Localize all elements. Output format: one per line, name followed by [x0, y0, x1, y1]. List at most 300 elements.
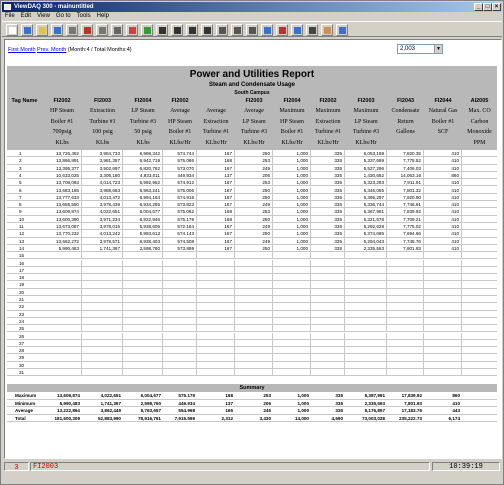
table-row[interactable] — [7, 311, 497, 318]
table-cell: 6,992,952 — [123, 179, 163, 186]
table-cell — [311, 289, 345, 296]
row-number: 6 — [19, 187, 22, 193]
table-cell — [163, 354, 197, 361]
row-number: 13 — [19, 238, 25, 244]
arrow-left-button[interactable] — [186, 24, 198, 36]
table-cell — [345, 369, 387, 376]
table-cell: 3,984,733 — [82, 150, 123, 157]
table-cell — [273, 296, 311, 303]
column-header-line: 700psig — [52, 129, 72, 135]
column-header — [82, 106, 123, 150]
column-header — [163, 106, 197, 150]
menu-edit[interactable]: Edit — [20, 13, 32, 19]
table-cell — [197, 303, 235, 310]
table-cell: 250 — [235, 150, 273, 157]
copy-button[interactable] — [231, 24, 243, 36]
menu-help[interactable]: Help — [96, 13, 109, 19]
table-cell — [197, 362, 235, 369]
table-cell — [42, 369, 82, 376]
table-cell — [424, 267, 462, 274]
summary-cell: 554.968 — [178, 408, 195, 413]
summary-cell: 335 — [335, 408, 343, 413]
column-header — [424, 106, 462, 150]
table-cell: 3,981,357 — [82, 157, 123, 164]
column-header-line: Average — [244, 108, 264, 114]
table-cell — [273, 311, 311, 318]
table-cell — [311, 362, 345, 369]
app-icon — [4, 4, 11, 10]
table-cell: 410 — [424, 223, 462, 230]
table-cell: 168 — [197, 216, 235, 223]
table-row[interactable] — [7, 260, 497, 267]
arrow-left-button[interactable] — [156, 24, 168, 36]
title-bar — [2, 2, 502, 12]
menu-bar — [2, 12, 502, 21]
menu-goto[interactable]: Go to — [55, 13, 71, 19]
table-cell: 13,708,093 — [42, 179, 82, 186]
column-header-line: Turbine #3 — [352, 129, 380, 135]
table-cell: 6,963,241 — [123, 187, 163, 194]
table-cell: 410 — [424, 157, 462, 164]
column-header — [42, 106, 82, 150]
arrow-right-button[interactable] — [201, 24, 213, 36]
column-header-line: KLbs/Hr — [169, 139, 191, 146]
column-header — [197, 106, 235, 150]
table-cell: 5,337,689 — [345, 157, 387, 164]
table-cell — [235, 267, 273, 274]
tag-name: FI2002 — [53, 98, 71, 104]
minimize-button[interactable]: _ — [474, 3, 483, 11]
cut-icon — [219, 27, 226, 34]
table-cell — [311, 325, 345, 332]
summary-row — [7, 407, 497, 415]
column-headers — [42, 106, 497, 150]
table-row[interactable] — [7, 333, 497, 340]
table-row[interactable] — [7, 289, 497, 296]
table-cell — [345, 267, 387, 274]
table-cell — [123, 296, 163, 303]
paste-icon — [249, 27, 256, 34]
column-header-line: Boiler #1 — [50, 118, 74, 125]
summary-cell: 17,839.92 — [401, 393, 422, 398]
table-cell: 4,933,011 — [123, 172, 163, 179]
row-number: 29 — [19, 355, 25, 361]
table-cell: 335 — [311, 245, 345, 252]
help-button[interactable] — [291, 24, 303, 36]
table-cell: 6,922,946 — [123, 216, 163, 223]
table-cell — [42, 333, 82, 340]
maximize-button[interactable]: □ — [483, 3, 492, 11]
table-cell: 1,430,682 — [345, 172, 387, 179]
column-header — [462, 106, 497, 150]
summary-cell: 2,598,760 — [140, 400, 161, 406]
column-header-line: Extraction — [203, 118, 229, 125]
cut-button[interactable] — [216, 24, 228, 36]
tool-button[interactable] — [96, 24, 108, 36]
table-cell: 7,406.03 — [387, 165, 424, 172]
table-cell — [387, 340, 424, 347]
table-cell — [42, 362, 82, 369]
table-cell — [345, 318, 387, 325]
table-cell: 167 — [197, 201, 235, 208]
table-cell: 5,292,628 — [345, 223, 387, 230]
table-cell: 335 — [311, 150, 345, 157]
summary-cell: 3,430 — [259, 415, 271, 421]
column-header-line: LP Steam — [131, 108, 155, 114]
tag-name: FI2002 — [171, 98, 189, 104]
summary-cell: 73,003,028 — [362, 415, 385, 421]
table-cell — [424, 281, 462, 288]
column-header-line: LP Steam — [242, 118, 266, 125]
table-cell: 7,775.02 — [387, 223, 424, 230]
table-cell — [424, 362, 462, 369]
year-select[interactable] — [397, 44, 443, 54]
print-icon — [69, 27, 76, 34]
save-button[interactable] — [51, 24, 63, 36]
table-cell — [311, 347, 345, 354]
table-cell — [123, 369, 163, 376]
alarm-icon — [129, 27, 136, 34]
table-cell — [424, 354, 462, 361]
table-cell — [345, 362, 387, 369]
table-cell: 206 — [235, 172, 273, 179]
info-button[interactable] — [336, 24, 348, 36]
row-number: 22 — [19, 304, 25, 310]
column-header-line: Turbine #3 — [129, 118, 157, 125]
table-cell — [82, 318, 123, 325]
column-header-line: Boiler #1 — [431, 118, 455, 125]
summary-cell: 13,222,864 — [57, 408, 80, 413]
table-cell: 1,000 — [273, 245, 311, 252]
table-cell — [163, 252, 197, 259]
table-cell — [123, 340, 163, 347]
table-cell — [345, 333, 387, 340]
table-cell: 13,770,232 — [42, 230, 82, 237]
menu-tools[interactable]: Tools — [76, 13, 91, 19]
table-row[interactable] — [7, 223, 497, 230]
column-header-line: KLbs — [136, 139, 150, 146]
table-cell: 3,978,439 — [82, 201, 123, 208]
open-button[interactable] — [36, 24, 48, 36]
table-cell — [311, 340, 345, 347]
window-title: ViewDAQ 300 - mainuntitled — [14, 4, 94, 10]
table-row[interactable] — [7, 245, 497, 252]
table-cell — [123, 362, 163, 369]
table-cell: 249 — [235, 238, 273, 245]
table-cell — [82, 354, 123, 361]
row-number: 25 — [19, 326, 25, 332]
table-cell: 575.006 — [163, 187, 197, 194]
table-cell — [424, 296, 462, 303]
table-row[interactable] — [7, 281, 497, 288]
summary-cell: 443 — [452, 408, 460, 413]
table-row[interactable] — [7, 296, 497, 303]
row-number: 26 — [19, 333, 25, 339]
table-cell — [387, 296, 424, 303]
table-cell: 335 — [311, 172, 345, 179]
table-cell: 5,527,296 — [345, 165, 387, 172]
table-cell — [387, 333, 424, 340]
summary-row — [7, 400, 497, 408]
new-button[interactable] — [6, 24, 18, 36]
table-cell — [197, 340, 235, 347]
table-row[interactable] — [7, 165, 497, 172]
table-cell: 335 — [311, 194, 345, 201]
table-cell — [311, 369, 345, 376]
book-button[interactable] — [306, 24, 318, 36]
table-cell — [424, 325, 462, 332]
table-cell — [197, 274, 235, 281]
table-row[interactable] — [7, 340, 497, 347]
person-button[interactable] — [321, 24, 333, 36]
table-cell — [123, 267, 163, 274]
table-cell: 13,683,165 — [42, 187, 82, 194]
table-cell — [123, 325, 163, 332]
table-cell: 4,013,242 — [82, 230, 123, 237]
table-row[interactable] — [7, 238, 497, 245]
table-cell: 5,321,678 — [345, 216, 387, 223]
table-cell — [273, 260, 311, 267]
table-cell — [42, 347, 82, 354]
table-cell — [123, 260, 163, 267]
table-cell: 573.899 — [163, 245, 197, 252]
table-cell: 168 — [197, 157, 235, 164]
tag-name: FI2044 — [434, 98, 452, 104]
table-cell — [163, 281, 197, 288]
column-header-line: KLbs/Hr — [317, 139, 339, 146]
summary-cell: 137 — [225, 400, 233, 406]
table-cell: 5,346,055 — [345, 187, 387, 194]
table-row[interactable] — [7, 150, 497, 157]
tag-name: FI2003 — [93, 98, 112, 104]
table-cell — [163, 325, 197, 332]
column-header-line: Turbine #3 — [240, 129, 268, 135]
summary-cell: 2,312 — [221, 415, 233, 421]
table-cell — [163, 311, 197, 318]
column-header-line: Maximum — [279, 108, 305, 114]
row-number: 2 — [19, 158, 22, 164]
summary-cell: 4,022,651 — [100, 393, 121, 398]
print-button[interactable] — [66, 24, 78, 36]
column-header-line: SCF — [437, 129, 449, 135]
menu-file[interactable]: File — [5, 13, 15, 19]
table-cell: 7,778.52 — [387, 157, 424, 164]
table-row[interactable] — [7, 252, 497, 259]
table-cell — [197, 260, 235, 267]
open-icon — [39, 27, 46, 34]
table-cell — [163, 318, 197, 325]
table-cell — [197, 333, 235, 340]
table-cell — [424, 252, 462, 259]
table-cell — [311, 303, 345, 310]
table-row[interactable] — [7, 194, 497, 201]
table-row[interactable] — [7, 303, 497, 310]
column-header-line: KLbs — [55, 139, 69, 146]
first-month-link[interactable]: First Month — [8, 47, 36, 53]
table-cell — [235, 281, 273, 288]
table-cell: 335 — [311, 201, 345, 208]
chart-button[interactable] — [261, 24, 273, 36]
report-button[interactable] — [81, 24, 93, 36]
menu-view[interactable]: View — [37, 13, 50, 19]
table-cell — [197, 289, 235, 296]
person-icon — [324, 27, 331, 34]
summary-label: Minimum — [15, 400, 36, 406]
table-cell — [235, 318, 273, 325]
table-row[interactable] — [7, 157, 497, 164]
table-cell — [345, 303, 387, 310]
table-cell: 335 — [311, 179, 345, 186]
graph-button[interactable] — [276, 24, 288, 36]
table-cell: 7,911.91 — [387, 179, 424, 186]
table-cell: 410 — [424, 201, 462, 208]
table-cell: 410 — [424, 165, 462, 172]
close-button[interactable]: × — [492, 3, 501, 11]
table-cell: 167 — [197, 238, 235, 245]
table-cell — [42, 289, 82, 296]
table-row[interactable] — [7, 216, 497, 223]
table-cell: 335 — [311, 230, 345, 237]
chevron-down-icon[interactable]: ▼ — [434, 45, 442, 53]
table-cell — [345, 354, 387, 361]
table-row[interactable] — [7, 274, 497, 281]
arrow-right-button[interactable] — [171, 24, 183, 36]
tag-name: FI2003 — [357, 98, 375, 104]
table-cell — [311, 296, 345, 303]
row-number: 23 — [19, 311, 25, 317]
column-header-line: Average — [206, 108, 226, 114]
table-cell: 410 — [424, 187, 462, 194]
table-cell: 860 — [424, 172, 462, 179]
table-row[interactable] — [7, 201, 497, 208]
arrow-left-icon — [159, 27, 166, 34]
table-cell — [82, 281, 123, 288]
table-row[interactable] — [7, 267, 497, 274]
table-cell: 335 — [311, 223, 345, 230]
table-cell — [163, 347, 197, 354]
table-row[interactable] — [7, 325, 497, 332]
table-cell — [82, 296, 123, 303]
table-cell — [273, 281, 311, 288]
table-cell — [197, 252, 235, 259]
row-number: 5 — [19, 180, 22, 186]
table-row[interactable] — [7, 318, 497, 325]
table-cell — [345, 347, 387, 354]
row-number: 4 — [19, 172, 22, 178]
table-cell: 5,323,293 — [345, 179, 387, 186]
summary-cell: 5,387,991 — [364, 393, 385, 398]
summary-cell: 78,916,761 — [138, 415, 161, 421]
table-cell — [42, 318, 82, 325]
summary-cell: 1,741,367 — [100, 400, 121, 406]
summary-section — [7, 384, 497, 422]
column-header-line: Carbon — [470, 118, 489, 125]
table-cell — [424, 347, 462, 354]
table-cell: 4,014,723 — [82, 179, 123, 186]
table-cell — [235, 347, 273, 354]
column-header — [311, 106, 345, 150]
table-cell — [197, 318, 235, 325]
table-cell — [387, 267, 424, 274]
table-row[interactable] — [7, 208, 497, 215]
table-cell — [197, 311, 235, 318]
table-cell: 3,306,180 — [82, 172, 123, 179]
table-cell — [345, 281, 387, 288]
table-row[interactable] — [7, 187, 497, 194]
table-cell — [163, 274, 197, 281]
row-number: 3 — [19, 165, 22, 171]
table-cell: 13,662,272 — [42, 238, 82, 245]
table-row[interactable] — [7, 172, 497, 179]
table-cell: 575.086 — [163, 157, 197, 164]
prev-month-link[interactable]: Prev. Month — [37, 47, 67, 53]
report-page — [7, 66, 497, 458]
table-cell: 7,920.90 — [387, 194, 424, 201]
table-cell: 167 — [197, 179, 235, 186]
table-cell: 335 — [311, 208, 345, 215]
summary-cell: 860 — [452, 393, 460, 398]
table-cell: 250 — [235, 216, 273, 223]
table-cell — [235, 340, 273, 347]
table-cell — [345, 311, 387, 318]
table-cell: 167 — [197, 223, 235, 230]
settings-button[interactable] — [111, 24, 123, 36]
table-cell: 6,994,164 — [123, 194, 163, 201]
table-cell — [235, 333, 273, 340]
table-cell: 137 — [197, 172, 235, 179]
table-cell: 7,839.92 — [387, 208, 424, 215]
table-row[interactable] — [7, 362, 497, 369]
tag-name: AI2005 — [470, 98, 489, 104]
status-count: 3 — [4, 462, 29, 471]
summary-cell: 206 — [263, 400, 271, 406]
table-cell: 2,598,760 — [123, 245, 163, 252]
table-cell: 574.918 — [163, 194, 197, 201]
table-cell — [424, 369, 462, 376]
alarm-button[interactable] — [126, 24, 138, 36]
table-cell: 1,000 — [273, 179, 311, 186]
year-value: 2,003 — [400, 46, 416, 52]
tag-name-label: Tag Name — [11, 98, 38, 104]
summary-cell: 3,862,449 — [100, 408, 121, 413]
table-row[interactable] — [7, 179, 497, 186]
paste-button[interactable] — [246, 24, 258, 36]
table-cell — [387, 289, 424, 296]
table-cell: 13,673,087 — [42, 223, 82, 230]
table-cell: 13,777,633 — [42, 194, 82, 201]
table-cell: 410 — [424, 208, 462, 215]
search-button[interactable] — [21, 24, 33, 36]
table-cell — [387, 318, 424, 325]
table-row[interactable] — [7, 347, 497, 354]
table-cell — [311, 354, 345, 361]
column-header — [345, 106, 387, 150]
search-icon — [24, 27, 31, 34]
table-cell: 449.934 — [163, 172, 197, 179]
summary-title: Summary — [239, 385, 265, 391]
table-cell: 1,000 — [273, 157, 311, 164]
table-cell: 5,336,744 — [345, 201, 387, 208]
table-row[interactable] — [7, 230, 497, 237]
summary-cell: 5,176,857 — [364, 408, 385, 413]
column-header — [123, 106, 163, 150]
table-cell — [345, 296, 387, 303]
summary-cell: 14,000 — [294, 415, 309, 421]
table-row[interactable] — [7, 369, 497, 376]
table-row[interactable] — [7, 354, 497, 361]
report-icon — [84, 27, 91, 34]
trend-button[interactable] — [141, 24, 153, 36]
